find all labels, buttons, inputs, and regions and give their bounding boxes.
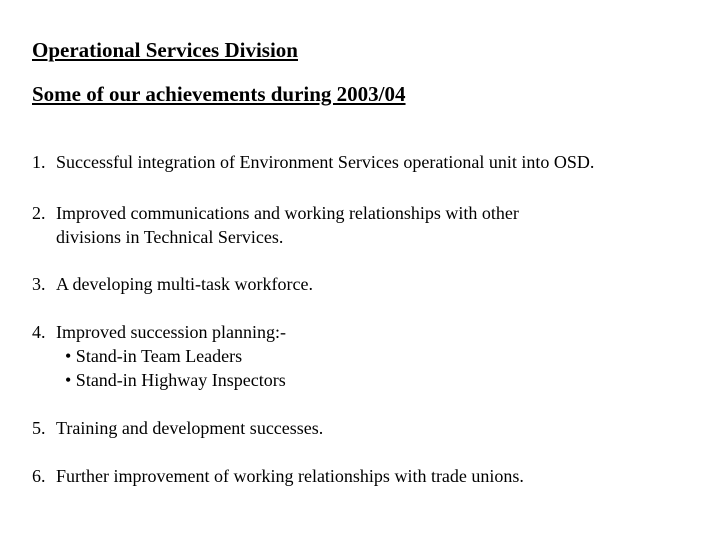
item-text: A developing multi-task workforce. xyxy=(56,274,313,294)
achievement-item-1 xyxy=(32,150,594,174)
item-number: 4. xyxy=(32,322,46,342)
item-number: 2. xyxy=(32,203,46,223)
achievement-item-2 xyxy=(32,201,519,249)
item-number: 3. xyxy=(32,274,46,294)
division-title: Operational Services Division xyxy=(32,38,298,62)
item-text: Training and development successes. xyxy=(56,418,324,438)
achievement-item-4 xyxy=(32,320,286,392)
item-text: Improved succession planning:- xyxy=(56,322,286,342)
item-number: 1. xyxy=(32,152,46,172)
item-number: 5. xyxy=(32,418,46,438)
achievement-item-5 xyxy=(32,416,323,440)
item-text: Improved communications and working relationships with other xyxy=(56,203,519,223)
achievements-subtitle: Some of our achievements during 2003/04 xyxy=(32,82,406,106)
achievement-item-3 xyxy=(32,272,313,296)
item-text: Further improvement of working relationships with trade unions. xyxy=(56,466,524,486)
item-number: 6. xyxy=(32,466,46,486)
item-text: Successful integration of Environment Services operational unit into OSD. xyxy=(56,152,595,172)
item-text-continuation: divisions in Technical Services. xyxy=(56,227,284,247)
achievement-item-6 xyxy=(32,464,524,488)
sub-item: • Stand-in Highway Inspectors xyxy=(65,370,286,390)
sub-item: • Stand-in Team Leaders xyxy=(65,346,243,366)
